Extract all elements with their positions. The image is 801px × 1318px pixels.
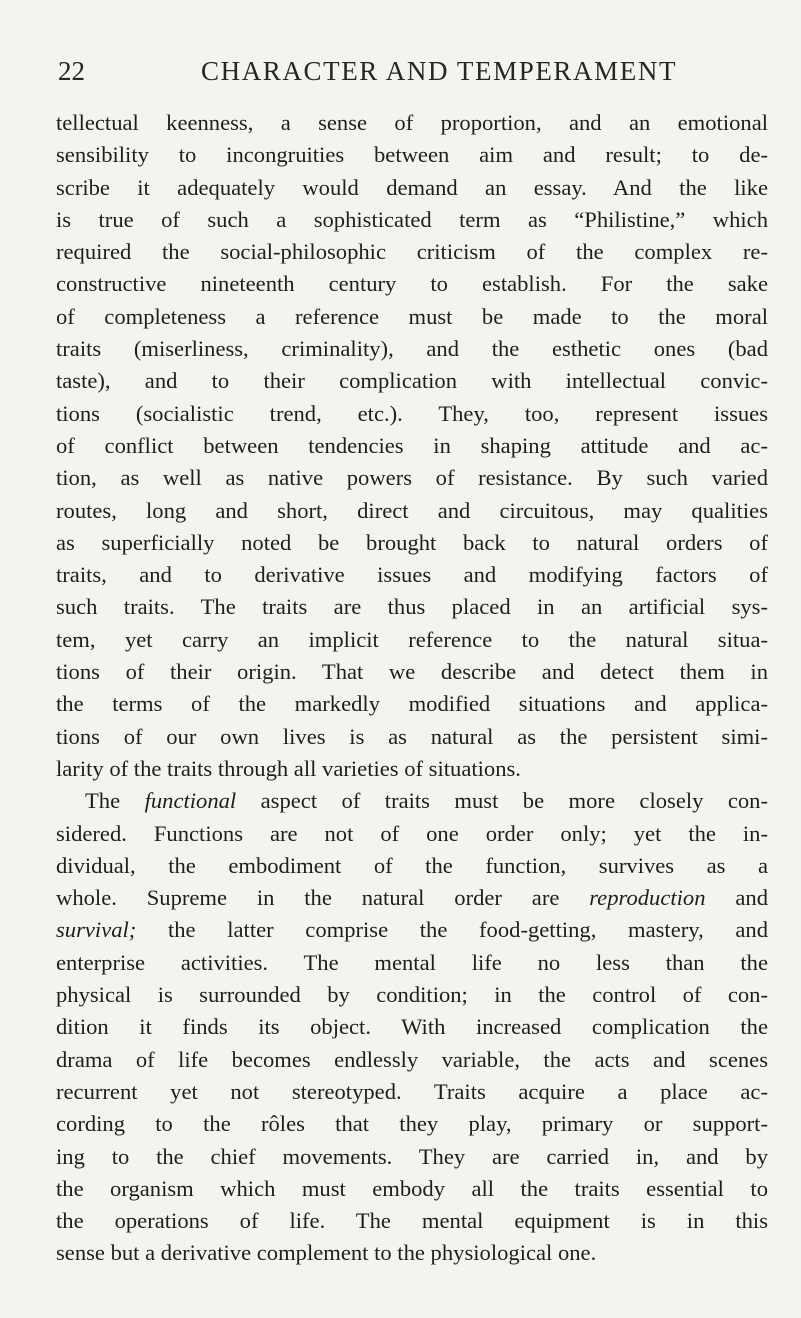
running-head: CHARACTER AND TEMPERAMENT — [201, 56, 678, 86]
emphasis-reproduction: reproduction — [589, 885, 706, 911]
text-run: and — [705, 885, 768, 911]
text-line: scribe it adequately would demand an essay. And the like — [56, 174, 768, 200]
text-line: sidered. Functions are not of one order only; yet the in- — [56, 820, 768, 846]
text-line: of conflict between tendencies in shaping attitude and ac- — [56, 432, 768, 458]
text-line: tem, yet carry an implicit reference to the natural situa- — [56, 626, 768, 652]
text-line: tions (socialistic trend, etc.). They, too, represent issues — [56, 400, 768, 426]
text-line — [56, 914, 768, 946]
text-line: as superficially noted be brought back to natural orders of — [56, 529, 768, 555]
text-line: ing to the chief movements. They are carried in, and by — [56, 1143, 768, 1169]
paragraph-1 — [56, 107, 768, 785]
text-line: enterprise activities. The mental life no less than the — [56, 949, 768, 975]
text-line — [56, 882, 768, 914]
text-line: sensibility to incongruities between aim and result; to de- — [56, 142, 768, 168]
text-line: such traits. The traits are thus placed in an artificial sys- — [56, 594, 768, 620]
text-line: constructive nineteenth century to establish. For the sake — [56, 271, 768, 297]
text-run: aspect of traits must be more closely con- — [236, 788, 769, 814]
text-line: tions of their origin. That we describe and detect them in — [56, 659, 768, 685]
text-line — [56, 785, 768, 817]
text-line: drama of life becomes endlessly variable, the acts and scenes — [56, 1046, 768, 1072]
text-line: sense but a derivative complement to the physiological one. — [56, 1240, 597, 1266]
text-line: recurrent yet not stereotyped. Traits acquire a place ac- — [56, 1078, 768, 1104]
text-line: the terms of the markedly modified situations and applica- — [56, 691, 768, 717]
text-line: tion, as well as native powers of resistance. By such varied — [56, 465, 768, 491]
text-line: cording to the rôles that they play, primary or support- — [56, 1111, 768, 1137]
text-line: physical is surrounded by condition; in the control of con- — [56, 982, 768, 1008]
text-run: whole. Supreme in the natural order are — [56, 885, 590, 911]
text-line: the organism which must embody all the traits essential to — [56, 1175, 768, 1201]
paragraph-2 — [56, 785, 768, 1269]
page-header — [58, 56, 758, 96]
text-run: The — [85, 788, 145, 814]
body-text — [56, 107, 768, 1270]
text-line: tellectual keenness, a sense of proportion, and an emotional — [56, 110, 768, 135]
text-line: required the social-philosophic criticism of the complex re- — [56, 239, 768, 265]
text-line: taste), and to their complication with intellectual convic- — [56, 368, 768, 394]
text-line: the operations of life. The mental equipment is in this — [56, 1208, 768, 1234]
text-line: traits, and to derivative issues and modifying factors of — [56, 562, 768, 588]
emphasis-functional: functional — [144, 788, 237, 814]
text-line: tions of our own lives is as natural as the persistent simi- — [56, 723, 768, 749]
text-run: the latter comprise the food-getting, mastery, and — [136, 917, 768, 943]
text-line: of completeness a reference must be made to the moral — [56, 303, 768, 329]
text-line: dividual, the embodiment of the function, survives as a — [56, 852, 768, 878]
emphasis-survival: survival; — [56, 917, 137, 943]
text-line: larity of the traits through all varieties of situations. — [56, 755, 521, 781]
text-line: is true of such a sophisticated term as “Philistine,” which — [56, 206, 768, 232]
text-line: dition it finds its object. With increased complication the — [56, 1014, 768, 1040]
text-line: routes, long and short, direct and circuitous, may qualities — [56, 497, 768, 523]
text-line: traits (miserliness, criminality), and the esthetic ones (bad — [56, 336, 768, 362]
page-number: 22 — [58, 56, 85, 86]
